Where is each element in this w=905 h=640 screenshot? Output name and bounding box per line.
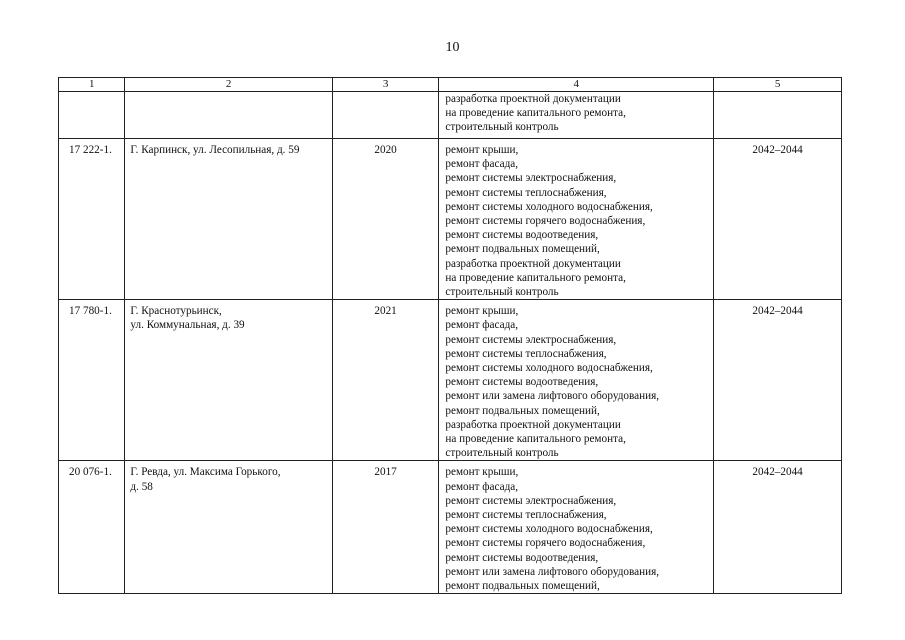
work-item: на проведение капитального ремонта, bbox=[445, 107, 626, 120]
address-line: Г. Краснотурьинск, bbox=[130, 305, 222, 318]
address-cell bbox=[125, 139, 332, 300]
column-header-3: 3 bbox=[332, 78, 439, 92]
work-item: строительный контроль bbox=[445, 447, 559, 460]
column-header-5: 5 bbox=[714, 78, 842, 92]
period-cell: 2042–2044 bbox=[714, 139, 842, 300]
work-item: ремонт крыши, bbox=[445, 144, 519, 156]
work-item: ремонт подвальных помещений, bbox=[445, 580, 600, 593]
row-number-cell bbox=[59, 92, 125, 139]
table-row bbox=[59, 92, 842, 139]
work-item: ремонт системы теплоснабжения, bbox=[445, 509, 607, 522]
work-item: ремонт системы холодного водоснабжения, bbox=[445, 523, 653, 536]
year-cell: 2020 bbox=[332, 139, 439, 300]
period-cell bbox=[714, 92, 842, 139]
work-item: ремонт системы водоотведения, bbox=[445, 551, 599, 564]
address-line: Г. Ревда, ул. Максима Горького, bbox=[130, 466, 281, 479]
work-item: на проведение капитального ремонта, bbox=[445, 433, 626, 446]
column-header-1: 1 bbox=[59, 78, 125, 92]
table-header-row bbox=[59, 78, 842, 92]
work-item: ремонт подвальных помещений, bbox=[445, 404, 600, 417]
work-item: ремонт системы водоотведения, bbox=[445, 376, 599, 389]
table-row bbox=[59, 300, 842, 461]
work-item: ремонт фасада, bbox=[445, 319, 519, 332]
column-header-2: 2 bbox=[125, 78, 332, 92]
table-body bbox=[59, 92, 842, 594]
work-item: ремонт или замена лифтового оборудования, bbox=[445, 565, 660, 578]
works-cell bbox=[439, 92, 714, 139]
work-item: строительный контроль bbox=[445, 286, 559, 299]
work-item: ремонт крыши, bbox=[445, 466, 519, 479]
address-line: Г. Карпинск, ул. Лесопильная, д. 59 bbox=[130, 144, 300, 156]
address-line: д. 58 bbox=[130, 480, 153, 493]
work-item: ремонт системы холодного водоснабжения, bbox=[445, 200, 653, 213]
work-item: разработка проектной документации bbox=[445, 418, 621, 431]
work-item: разработка проектной документации bbox=[445, 257, 621, 270]
works-cell bbox=[439, 139, 714, 300]
row-number-cell: 17 222-1. bbox=[59, 139, 125, 300]
year-cell: 2017 bbox=[332, 461, 439, 594]
work-item: ремонт системы теплоснабжения, bbox=[445, 186, 607, 199]
row-number-cell: 20 076-1. bbox=[59, 461, 125, 594]
address-cell bbox=[125, 92, 332, 139]
work-item: ремонт системы холодного водоснабжения, bbox=[445, 362, 653, 375]
address-line: ул. Коммунальная, д. 39 bbox=[130, 319, 245, 332]
work-item: разработка проектной документации bbox=[445, 93, 621, 105]
work-item: ремонт фасада, bbox=[445, 480, 519, 493]
work-item: ремонт крыши, bbox=[445, 305, 519, 318]
year-cell bbox=[332, 92, 439, 139]
work-item: ремонт системы теплоснабжения, bbox=[445, 347, 607, 360]
address-cell bbox=[125, 300, 332, 461]
period-cell: 2042–2044 bbox=[714, 300, 842, 461]
work-item: ремонт системы электроснабжения, bbox=[445, 494, 617, 507]
work-item: ремонт фасада, bbox=[445, 158, 519, 171]
work-item: ремонт системы электроснабжения, bbox=[445, 172, 617, 185]
period-cell: 2042–2044 bbox=[714, 461, 842, 594]
work-item: строительный контроль bbox=[445, 121, 559, 134]
work-item: ремонт системы горячего водоснабжения, bbox=[445, 537, 646, 550]
row-number-cell: 17 780-1. bbox=[59, 300, 125, 461]
works-cell bbox=[439, 461, 714, 594]
column-header-4: 4 bbox=[439, 78, 714, 92]
work-item: ремонт или замена лифтового оборудования, bbox=[445, 390, 660, 403]
table-row bbox=[59, 461, 842, 594]
work-item: ремонт системы горячего водоснабжения, bbox=[445, 215, 646, 228]
work-item: ремонт системы водоотведения, bbox=[445, 229, 599, 242]
table-row bbox=[59, 139, 842, 300]
repair-schedule-table bbox=[58, 77, 842, 594]
work-item: на проведение капитального ремонта, bbox=[445, 271, 626, 284]
work-item: ремонт системы электроснабжения, bbox=[445, 333, 617, 346]
works-cell bbox=[439, 300, 714, 461]
year-cell: 2021 bbox=[332, 300, 439, 461]
address-cell bbox=[125, 461, 332, 594]
page-number: 10 bbox=[445, 40, 460, 55]
work-item: ремонт подвальных помещений, bbox=[445, 243, 600, 256]
